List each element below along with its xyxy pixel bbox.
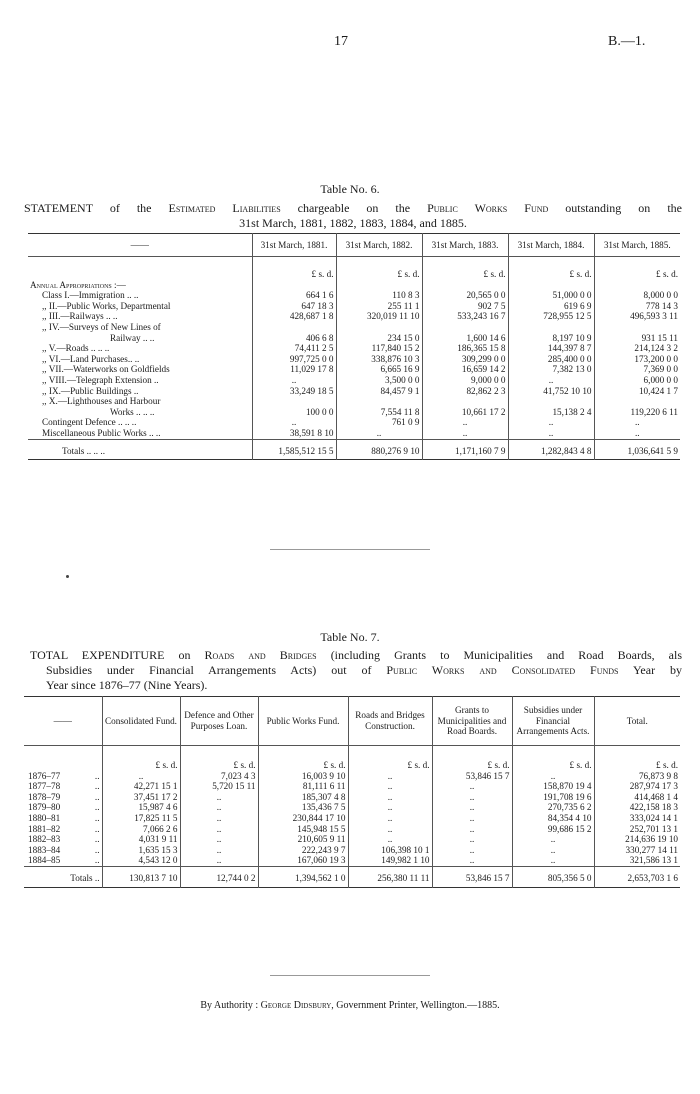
row-label: Miscellaneous Public Works .. .. [42, 427, 161, 438]
table-cell: 51,000 0 0 [508, 290, 594, 301]
table7-units-row [24, 746, 680, 771]
printer-imprint: By Authority : George Didsbury, Government Printer, Wellington.—1885. [200, 1000, 500, 1011]
table-cell: 761 0 9 [336, 417, 422, 428]
table7-col-header: Total. [594, 697, 680, 746]
table-cell: .. [422, 428, 508, 439]
table-cell: .. [348, 781, 432, 792]
table-cell: 191,708 19 6 [512, 792, 594, 803]
table7-col-header: Subsidies under Financial Arrangements Acts. [512, 697, 594, 746]
units-label: £ s. d. [422, 257, 508, 280]
table7-title: Table No. 7. [320, 630, 380, 644]
table-cell: 81,111 6 11 [258, 781, 348, 792]
table-cell: .. [432, 792, 512, 803]
total-cell: 880,276 9 10 [336, 439, 422, 460]
year-text: 1878–79 [28, 791, 61, 802]
year-text: 1876–77 [28, 770, 61, 781]
table7-col-header: Public Works Fund. [258, 697, 348, 746]
table-cell: .. [252, 417, 336, 428]
year-text: 1879–80 [28, 802, 61, 813]
row-label: ,, II.—Public Works, Departmental [42, 300, 171, 311]
table-cell: 9,000 0 0 [422, 375, 508, 386]
table-cell: .. [508, 428, 594, 439]
table-cell: 210,605 9 11 [258, 834, 348, 845]
table-cell: .. [512, 845, 594, 856]
row-label: ,, V.—Roads .. .. .. [42, 343, 110, 354]
total-cell: 130,813 7 10 [102, 866, 180, 887]
table-row [24, 792, 680, 803]
year-label [24, 771, 102, 782]
table-cell: 76,873 9 8 [594, 771, 680, 782]
document-reference: B.—1. [608, 34, 646, 49]
table-cell: 778 14 3 [594, 301, 680, 312]
row-label: Railway .. .. [110, 332, 155, 343]
table-cell: .. [180, 855, 258, 866]
table-cell: .. [432, 834, 512, 845]
units-label: £ s. d. [252, 257, 336, 280]
table-cell: 158,870 19 4 [512, 781, 594, 792]
total-cell: 1,394,562 1 0 [258, 866, 348, 887]
table6-corner: —— [28, 234, 252, 257]
table-cell: 33,249 18 5 [252, 386, 336, 397]
table-cell: 17,825 11 5 [102, 813, 180, 824]
table-cell: 320,019 11 10 [336, 311, 422, 322]
table-cell: 11,029 17 8 [252, 364, 336, 375]
year-text: 1883–84 [28, 844, 61, 855]
table-cell: .. [252, 375, 336, 386]
total-cell: 1,282,843 4 8 [508, 439, 594, 460]
table-cell: .. [180, 834, 258, 845]
table-cell: 3,500 0 0 [336, 375, 422, 386]
row-label: Works .. .. .. [110, 406, 155, 417]
table7-col-header: Grants to Municipalities and Road Boards. [432, 697, 512, 746]
table6-col-header: 31st March, 1883. [422, 234, 508, 257]
table-cell: .. [348, 813, 432, 824]
table-cell [422, 396, 508, 407]
table6-col-header: 31st March, 1881. [252, 234, 336, 257]
table-cell: 117,840 15 2 [336, 343, 422, 354]
year-label [24, 802, 102, 813]
table-row [28, 428, 680, 439]
table-row [28, 301, 680, 312]
table-row [28, 417, 680, 428]
page-number: 17 [334, 34, 348, 49]
table-cell: 5,720 15 11 [180, 781, 258, 792]
table6-caption: STATEMENT of the Estimated Liabilities chargeable on the Public Works Fund outstanding on the 31st March, 1881, 1882, 1883, 1884, and 1885. [24, 201, 682, 230]
row-label: ,, VII.—Waterworks on Goldfields [42, 364, 170, 375]
year-label [24, 781, 102, 792]
table-cell: .. [348, 824, 432, 835]
table-cell [594, 322, 680, 333]
table-cell: 1,635 15 3 [102, 845, 180, 856]
table-cell: 422,158 18 3 [594, 802, 680, 813]
table-cell: .. [432, 802, 512, 813]
table-cell [422, 322, 508, 333]
table-cell: 728,955 12 5 [508, 311, 594, 322]
row-label: ,, IV.—Surveys of New Lines of [42, 321, 161, 332]
table-cell: .. [512, 855, 594, 866]
table-cell: 74,411 2 5 [252, 343, 336, 354]
table7 [24, 696, 680, 888]
table-cell: 135,436 7 5 [258, 802, 348, 813]
leader-dots: .. [94, 834, 100, 845]
table-row [24, 845, 680, 856]
table-cell: 6,665 16 9 [336, 364, 422, 375]
table-cell [252, 322, 336, 333]
table-cell [252, 396, 336, 407]
spacer [24, 746, 102, 771]
table-cell: 4,031 9 11 [102, 834, 180, 845]
table-cell: 99,686 15 2 [512, 824, 594, 835]
table-cell: 10,424 1 7 [594, 386, 680, 397]
leader-dots: .. [94, 812, 100, 823]
table-cell: 647 18 3 [252, 301, 336, 312]
table-row [28, 343, 680, 354]
units-label: £ s. d. [102, 746, 180, 771]
table-cell: 16,659 14 2 [422, 364, 508, 375]
table-cell: 230,844 17 10 [258, 813, 348, 824]
table-cell: 167,060 19 3 [258, 855, 348, 866]
table7-totals-row [24, 866, 680, 887]
table-cell: .. [508, 417, 594, 428]
table-cell: .. [180, 792, 258, 803]
table6-totals-row [28, 439, 680, 460]
empty-cell [508, 280, 594, 291]
table-cell: 321,586 13 1 [594, 855, 680, 866]
table6-section-row [28, 280, 680, 291]
table-cell: 330,277 14 11 [594, 845, 680, 856]
table-cell: 4,543 12 0 [102, 855, 180, 866]
table-cell: .. [336, 428, 422, 439]
table-row [28, 290, 680, 301]
table-cell: 619 6 9 [508, 301, 594, 312]
table-cell: 16,003 9 10 [258, 771, 348, 782]
table-cell: .. [348, 792, 432, 803]
table-cell: 664 1 6 [252, 290, 336, 301]
table-cell: 106,398 10 1 [348, 845, 432, 856]
empty-cell [594, 280, 680, 291]
year-label [24, 813, 102, 824]
table-cell: 287,974 17 3 [594, 781, 680, 792]
row-label: ,, III.—Railways .. .. [42, 311, 118, 322]
table7-col-header: Defence and Other Purposes Loan. [180, 697, 258, 746]
table-cell: 185,307 4 8 [258, 792, 348, 803]
table-cell: 41,752 10 10 [508, 386, 594, 397]
table-cell: 496,593 3 11 [594, 311, 680, 322]
table-cell: .. [432, 845, 512, 856]
table-cell: 149,982 1 10 [348, 855, 432, 866]
table-cell: .. [102, 771, 180, 782]
leader-dots: .. [94, 823, 100, 834]
spacer [28, 257, 252, 280]
table-row [28, 407, 680, 418]
table-cell: .. [594, 417, 680, 428]
table-cell: 37,451 17 2 [102, 792, 180, 803]
leader-dots: .. [94, 781, 100, 792]
table-row [28, 322, 680, 333]
table-cell: 252,701 13 1 [594, 824, 680, 835]
year-label [24, 855, 102, 866]
empty-cell [422, 280, 508, 291]
year-label [24, 834, 102, 845]
total-cell: 2,653,703 1 6 [594, 866, 680, 887]
row-label: ,, VI.—Land Purchases.. .. [42, 353, 140, 364]
table-row [28, 354, 680, 365]
table-cell: .. [422, 417, 508, 428]
table6-col-header: 31st March, 1882. [336, 234, 422, 257]
leader-dots: .. [94, 791, 100, 802]
table-cell: 100 0 0 [252, 407, 336, 418]
table-cell: .. [348, 834, 432, 845]
table-cell: 15,987 4 6 [102, 802, 180, 813]
leader-dots: .. [94, 855, 100, 866]
table-cell: .. [180, 813, 258, 824]
table-row [28, 375, 680, 386]
table-cell: 414,468 1 4 [594, 792, 680, 803]
units-label: £ s. d. [508, 257, 594, 280]
table-cell: 1,600 14 6 [422, 333, 508, 344]
table-row [24, 824, 680, 835]
table-cell: .. [180, 845, 258, 856]
table-cell [508, 322, 594, 333]
table-cell: 110 8 3 [336, 290, 422, 301]
table-cell: 144,397 8 7 [508, 343, 594, 354]
table7-header-row [24, 697, 680, 746]
leader-dots: .. [94, 770, 100, 781]
table-cell [336, 396, 422, 407]
table-cell: 255 11 1 [336, 301, 422, 312]
units-label: £ s. d. [512, 746, 594, 771]
table-cell [594, 396, 680, 407]
table7-corner: —— [24, 697, 102, 746]
table-row [24, 771, 680, 782]
leader-dots: .. [94, 844, 100, 855]
table-cell: 309,299 0 0 [422, 354, 508, 365]
total-cell: 1,585,512 15 5 [252, 439, 336, 460]
table-cell: 38,591 8 10 [252, 428, 336, 439]
table-cell: .. [594, 428, 680, 439]
units-label: £ s. d. [594, 746, 680, 771]
total-cell: 12,744 0 2 [180, 866, 258, 887]
table-row [28, 364, 680, 375]
table7-col-header: Roads and Bridges Construction. [348, 697, 432, 746]
table-row [24, 781, 680, 792]
totals-label: Totals .. .. .. [28, 439, 252, 460]
year-label [24, 845, 102, 856]
table-cell: 338,876 10 3 [336, 354, 422, 365]
units-label: £ s. d. [258, 746, 348, 771]
table-cell: 7,554 11 8 [336, 407, 422, 418]
table-cell: 214,124 3 2 [594, 343, 680, 354]
table-cell: 8,197 10 9 [508, 333, 594, 344]
row-label: Contingent Defence .. .. .. [42, 417, 137, 428]
table-cell: 8,000 0 0 [594, 290, 680, 301]
table-cell: 7,066 2 6 [102, 824, 180, 835]
table-cell: 84,457 9 1 [336, 386, 422, 397]
units-label: £ s. d. [336, 257, 422, 280]
year-text: 1877–78 [28, 781, 61, 792]
units-label: £ s. d. [594, 257, 680, 280]
stray-mark [66, 575, 69, 578]
leader-dots: .. [94, 802, 100, 813]
row-label: Class I.—Immigration .. .. [42, 290, 139, 301]
table-row [28, 333, 680, 344]
table6-col-header: 31st March, 1884. [508, 234, 594, 257]
table6-title: Table No. 6. [320, 182, 380, 196]
table-cell: 533,243 16 7 [422, 311, 508, 322]
totals-label: Totals .. [24, 866, 102, 887]
table-cell: .. [508, 375, 594, 386]
table-cell: 7,369 0 0 [594, 364, 680, 375]
table-cell: .. [432, 813, 512, 824]
table-cell: 10,661 17 2 [422, 407, 508, 418]
table-cell: 7,382 13 0 [508, 364, 594, 375]
table-cell [508, 396, 594, 407]
table-cell: 997,725 0 0 [252, 354, 336, 365]
footer-divider [270, 975, 430, 976]
table-row [24, 834, 680, 845]
total-cell: 805,356 5 0 [512, 866, 594, 887]
row-label: ,, X.—Lighthouses and Harbour [42, 396, 161, 407]
table-cell: 406 6 8 [252, 333, 336, 344]
table-cell: 931 15 11 [594, 333, 680, 344]
table-cell: 333,024 14 1 [594, 813, 680, 824]
units-label: £ s. d. [432, 746, 512, 771]
table-cell: 53,846 15 7 [432, 771, 512, 782]
table-cell: 84,354 4 10 [512, 813, 594, 824]
empty-cell [336, 280, 422, 291]
table6-units-row [28, 257, 680, 280]
table-cell: 173,200 0 0 [594, 354, 680, 365]
table-cell [336, 322, 422, 333]
table7-caption: TOTAL EXPENDITURE on Roads and Bridges (including Grants to Municipalities and Road Boards, als Subsidies under Financial Arrangements Acts) out of Public Works and Consolidated Funds Year by Year since 1876–77 (Nine Years). [30, 648, 682, 692]
table-cell: 42,271 15 1 [102, 781, 180, 792]
table-cell: .. [348, 802, 432, 813]
table-cell: 145,948 15 5 [258, 824, 348, 835]
table6 [28, 233, 680, 460]
row-label: ,, IX.—Public Buildings .. [42, 385, 139, 396]
table-cell: 186,365 15 8 [422, 343, 508, 354]
total-cell: 1,036,641 5 9 [594, 439, 680, 460]
table6-header-row [28, 234, 680, 257]
table-row [28, 386, 680, 397]
table-cell: .. [432, 781, 512, 792]
year-label [24, 792, 102, 803]
year-text: 1880–81 [28, 812, 61, 823]
table-cell: .. [180, 824, 258, 835]
table-cell: 6,000 0 0 [594, 375, 680, 386]
table-row [24, 813, 680, 824]
table-row [28, 311, 680, 322]
table-row [28, 396, 680, 407]
table-cell: 82,862 2 3 [422, 386, 508, 397]
table-cell: 7,023 4 3 [180, 771, 258, 782]
table-row [24, 802, 680, 813]
table-cell: 15,138 2 4 [508, 407, 594, 418]
table-cell: .. [512, 834, 594, 845]
table-cell: 119,220 6 11 [594, 407, 680, 418]
table-cell: 214,636 19 10 [594, 834, 680, 845]
total-cell: 1,171,160 7 9 [422, 439, 508, 460]
year-text: 1882–83 [28, 834, 61, 845]
table-cell: 222,243 9 7 [258, 845, 348, 856]
table-cell: .. [348, 771, 432, 782]
table-cell: .. [180, 802, 258, 813]
table7-col-header: Consolidated Fund. [102, 697, 180, 746]
total-cell: 256,380 11 11 [348, 866, 432, 887]
table6-col-header: 31st March, 1885. [594, 234, 680, 257]
table-cell: 270,735 6 2 [512, 802, 594, 813]
table-cell: 428,687 1 8 [252, 311, 336, 322]
table-cell: 234 15 0 [336, 333, 422, 344]
year-text: 1881–82 [28, 823, 61, 834]
year-text: 1884–85 [28, 855, 61, 866]
section-heading: Annual Appropriations :— [30, 279, 126, 290]
table-cell: .. [432, 855, 512, 866]
table-row [24, 855, 680, 866]
units-label: £ s. d. [348, 746, 432, 771]
table-cell: 20,565 0 0 [422, 290, 508, 301]
table-cell: 902 7 5 [422, 301, 508, 312]
table-cell: 285,400 0 0 [508, 354, 594, 365]
table-cell: .. [432, 824, 512, 835]
table-cell: .. [512, 771, 594, 782]
year-label [24, 824, 102, 835]
empty-cell [252, 280, 336, 291]
section-divider [270, 549, 430, 550]
row-label: ,, VIII.—Telegraph Extension .. [42, 374, 159, 385]
total-cell: 53,846 15 7 [432, 866, 512, 887]
units-label: £ s. d. [180, 746, 258, 771]
